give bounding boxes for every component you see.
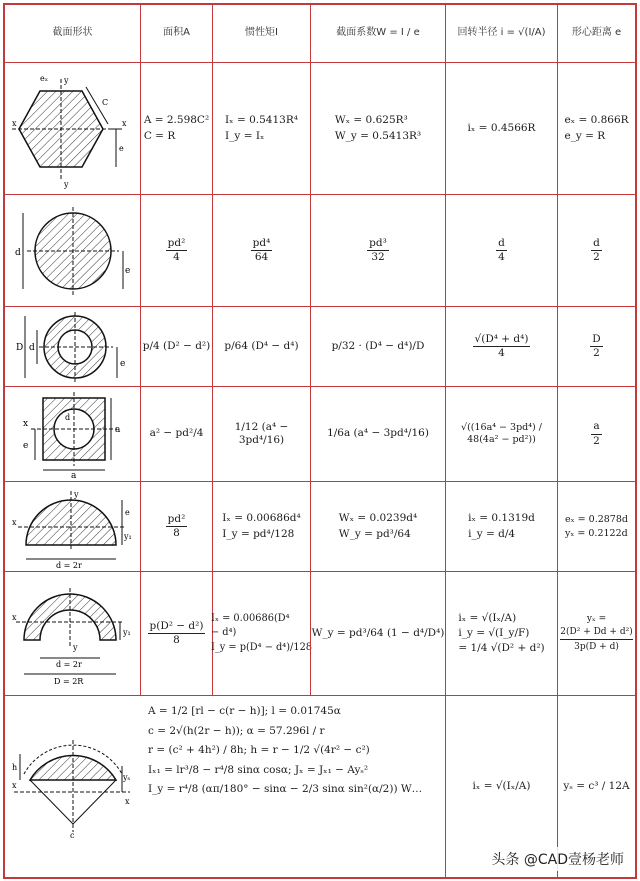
- formula-line-2: c = 2√(h(2r − h)); α = 57.296l / r: [148, 724, 325, 737]
- label-a-right: a: [114, 425, 120, 435]
- inertia-circle: $\frac{\text{pd⁴}}{64}$: [212, 195, 310, 306]
- label-D-2R: D = 2R: [53, 676, 83, 686]
- formula-line-5: I_y = r⁴/8 (απ/180° − sinα − 2/3 sinα sin²(α/2)) W…: [148, 783, 423, 795]
- label-y-bottom: y: [63, 179, 69, 189]
- label-d-2r: d = 2r: [55, 659, 82, 669]
- label-e: e: [22, 441, 28, 451]
- watermark: 头条 @CAD壹杨老师: [485, 847, 630, 871]
- centroid-segment: yₛ = c³ / 12A: [557, 696, 635, 877]
- shape-segment: [5, 696, 140, 877]
- shape-circle: [5, 195, 140, 306]
- centroid-ring: $\frac{D}{2}$: [557, 307, 635, 386]
- label-x: x: [22, 419, 28, 429]
- label-x-right: x: [121, 118, 127, 128]
- modulus-circle: $\frac{\text{pd³}}{32}$: [310, 195, 445, 306]
- half-ring-diagram: [10, 578, 136, 690]
- shape-half-ring: [5, 572, 140, 695]
- inertia-ring: p/64 (D⁴ − d⁴): [212, 307, 310, 386]
- section-properties-table: [3, 3, 637, 879]
- header-inertia: 惯性矩I: [212, 5, 310, 62]
- label-y1: y₁: [123, 531, 132, 541]
- row-circle: [5, 194, 635, 306]
- modulus-square-hole: 1/6a (a⁴ − 3pd⁴/16): [310, 387, 445, 481]
- label-c: C: [101, 97, 108, 107]
- label-ex: eₓ: [39, 73, 48, 83]
- header-area: 面积A: [140, 5, 212, 62]
- label-e: e: [119, 358, 125, 369]
- shape-ring: [5, 307, 140, 386]
- label-x: x: [11, 612, 17, 622]
- radius-square-hole: √((16a⁴ − 3pd⁴) / 48(4a² − pd²)): [445, 387, 557, 481]
- row-hexagon: [5, 62, 635, 194]
- radius-ring: $\frac{\text{√(D⁴ + d⁴)}}{4}$: [445, 307, 557, 386]
- label-e: e: [124, 265, 130, 276]
- square-hole-diagram: [13, 390, 133, 478]
- area-ring: p/4 (D² − d²): [140, 307, 212, 386]
- radius-half-ring: iₓ = √(Iₓ/A) i_y = √(I_y/F) = 1/4 √(D² + d²): [445, 572, 557, 695]
- label-h: h: [11, 762, 17, 772]
- header-modulus: 截面系数W = I / e: [310, 5, 445, 62]
- label-x-left: x: [11, 118, 17, 128]
- shape-semicircle: [5, 482, 140, 571]
- label-y: y: [73, 489, 79, 499]
- segment-diagram: [10, 732, 136, 842]
- label-y-top: y: [63, 75, 69, 85]
- label-y1: y₁: [122, 627, 131, 637]
- header-radius: 回转半径 i = √(I/A): [445, 5, 557, 62]
- label-d: d: [14, 247, 21, 258]
- modulus-semicircle: Wₓ = 0.0239d⁴ W_y = pd³/64: [310, 482, 445, 571]
- label-a-bottom: a: [70, 471, 76, 478]
- label-x: x: [11, 517, 17, 527]
- row-semicircle: [5, 481, 635, 571]
- radius-hexagon: iₓ = 0.4566R: [445, 63, 557, 194]
- circle-diagram: [13, 201, 133, 301]
- label-x-right: x: [124, 796, 130, 806]
- centroid-half-ring: yₓ = 2(D² + Dd + d²) 3p(D + d): [557, 572, 635, 695]
- centroid-circle: $\frac{d}{2}$: [557, 195, 635, 306]
- formula-line-1: A = 1/2 [rl − c(r − h)]; l = 0.01745α: [148, 705, 341, 717]
- centroid-square-hole: $\frac{a}{2}$: [557, 387, 635, 481]
- formula-line-4: Iₓ₁ = lr³/8 − r⁴/8 sinα cosα; Jₓ = Jₓ₁ − Ayₛ²: [148, 763, 369, 776]
- formula-line-3: r = (c² + 4h²) / 8h; h = r − 1/2 √(4r² − c²): [148, 744, 370, 756]
- label-e: e: [124, 507, 130, 517]
- radius-segment: iₓ = √(Iₓ/A): [445, 696, 557, 877]
- hexagon-diagram: [10, 69, 136, 189]
- row-square-hole: [5, 386, 635, 481]
- header-shape: 截面形状: [52, 27, 93, 39]
- ring-diagram: [13, 310, 133, 384]
- label-d: d: [64, 413, 70, 422]
- inertia-half-ring: Iₓ = 0.00686(D⁴ − d⁴) I_y = p(D⁴ − d⁴)/128: [212, 572, 310, 695]
- inertia-square-hole: 1/12 (a⁴ − 3pd⁴/16): [212, 387, 310, 481]
- row-half-ring: [5, 571, 635, 695]
- segment-formulas: [148, 702, 422, 800]
- inertia-semicircle: Iₓ = 0.00686d⁴ I_y = pd⁴/128: [212, 482, 310, 571]
- label-d-2r: d = 2r: [55, 560, 82, 569]
- area-square-hole: a² − pd²/4: [140, 387, 212, 481]
- label-y: y: [72, 642, 78, 652]
- header-row: [5, 5, 635, 62]
- label-D: D: [15, 342, 23, 353]
- area-circle: $\frac{\text{pd²}}{4}$: [140, 195, 212, 306]
- shape-square-hole: [5, 387, 140, 481]
- header-centroid: 形心距离 e: [557, 5, 635, 62]
- area-half-ring: $\frac{\text{p(D² − d²)}}{8}$: [140, 572, 212, 695]
- row-ring: [5, 306, 635, 386]
- centroid-hexagon: eₓ = 0.866R e_y = R: [557, 63, 635, 194]
- label-d: d: [28, 342, 35, 353]
- label-x-left: x: [11, 780, 17, 790]
- label-ys: yₛ: [122, 772, 130, 782]
- semicircle-diagram: [10, 485, 136, 569]
- area-semicircle: $\frac{\text{pd²}}{8}$: [140, 482, 212, 571]
- radius-semicircle: iₓ = 0.1319d i_y = d/4: [445, 482, 557, 571]
- modulus-half-ring: W_y = pd³/64 (1 − d⁴/D⁴): [310, 572, 445, 695]
- shape-hexagon: [5, 63, 140, 194]
- modulus-hexagon: Wₓ = 0.625R³ W_y = 0.5413R³: [310, 63, 445, 194]
- modulus-ring: p/32 · (D⁴ − d⁴)/D: [310, 307, 445, 386]
- area-hexagon: A = 2.598C² C = R: [140, 63, 212, 194]
- label-c: c: [69, 830, 74, 840]
- centroid-semicircle: eₓ = 0.2878d yₓ = 0.2122d: [557, 482, 635, 571]
- label-e: e: [118, 143, 124, 153]
- inertia-hexagon: Iₓ = 0.5413R⁴ I_y = Iₓ: [212, 63, 310, 194]
- radius-circle: $\frac{d}{4}$: [445, 195, 557, 306]
